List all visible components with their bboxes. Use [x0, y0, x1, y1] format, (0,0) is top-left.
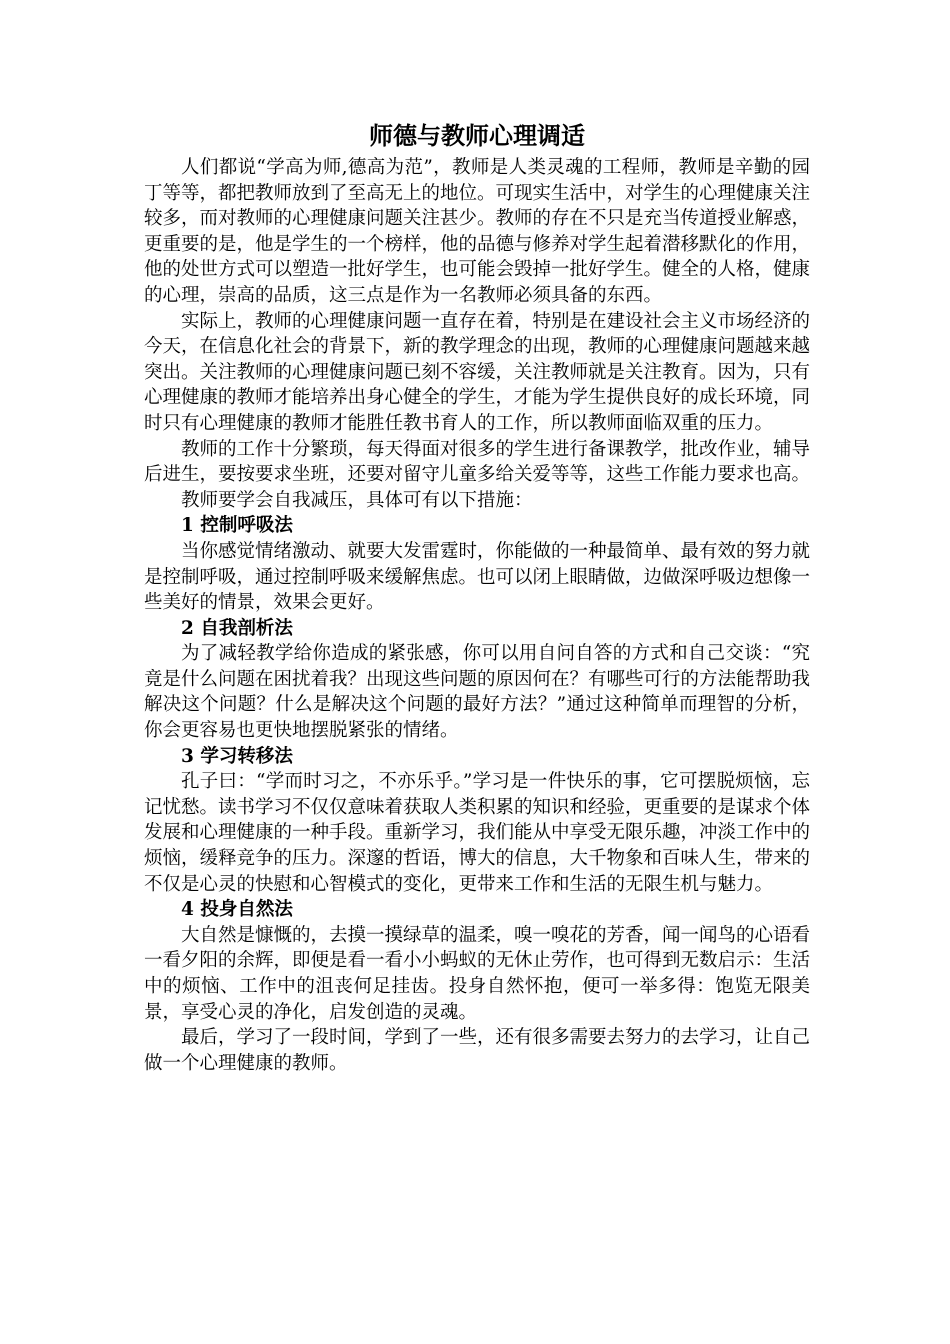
heading-self-analysis: 2 自我剖析法: [181, 617, 293, 639]
document-title: 师德与教师心理调适: [369, 121, 585, 150]
paragraph-learning-transfer: 孔子曰：“学而时习之，不亦乐乎。”学习是一件快乐的事，它可摆脱烦恼，忘记忧愁。读书学习不仅仅意味着获取人类积累的知识和经验，更重要的是谋求个体发展和心理健康的一种手段。重新学习，我们能从中享受无限乐趣，冲淡工作中的烦恼，缓释竞争的压力。深邃的哲语，博大的信息，大千物象和百味人生，带来的不仅是心灵的快慰和心智模式的变化，更带来工作和生活的无限生机与魅力。: [144, 771, 811, 895]
document-page: [144, 118, 810, 1076]
paragraph-intro: 人们都说“学高为师,德高为范”，教师是人类灵魂的工程师，教师是辛勤的园丁等等，都把教师放到了至高无上的地位。可现实生活中，对学生的心理健康关注较多，而对教师的心理健康问题关注甚少。教师的存在不只是充当传道授业解惑，更重要的是，他是学生的一个榜样，他的品德与修养对学生起着潜移默化的作用，他的处世方式可以塑造一批好学生，也可能会毁掉一批好学生。健全的人格，健康的心理，崇高的品质，这三点是作为一名教师必须具备的东西。: [144, 157, 811, 306]
paragraph-nature: 大自然是慷慨的，去摸一摸绿草的温柔，嗅一嗅花的芳香，闻一闻鸟的心语看一看夕阳的余辉，即便是看一看小小蚂蚁的无休止劳作，也可得到无数启示：生活中的烦恼、工作中的沮丧何足挂齿。投身自然怀抱，便可一举多得：饱览无限美景，享受心灵的净化，启发创造的灵魂。: [144, 924, 811, 1023]
paragraph-self-analysis: 为了减轻教学给你造成的紧张感，你可以用自问自答的方式和自己交谈：“究竟是什么问题在困扰着我？出现这些问题的原因何在？有哪些可行的方法能帮助我解决这个问题？什么是解决这个问题的最好方法？”通过这种简单而理智的分析，你会更容易也更快地摆脱紧张的情绪。: [144, 643, 811, 742]
paragraph-conclusion: 最后，学习了一段时间，学到了一些，还有很多需要去努力的去学习，让自己做一个心理健康的教师。: [144, 1027, 811, 1074]
paragraph-measures-intro: 教师要学会自我减压，具体可有以下措施：: [181, 489, 533, 511]
paragraph-reality: 实际上，教师的心理健康问题一直存在着，特别是在建设社会主义市场经济的今天，在信息化社会的背景下，新的教学理念的出现，教师的心理健康问题越来越突出。关注教师的心理健康问题已刻不容缓，关注教师就是关注教育。因为，只有心理健康的教师才能培养出身心健全的学生，才能为学生提供良好的成长环境，同时只有心理健康的教师才能胜任教书育人的工作，所以教师面临双重的压力。: [144, 310, 811, 434]
heading-breathing-control: 1 控制呼吸法: [181, 515, 293, 537]
heading-learning-transfer: 3 学习转移法: [181, 745, 293, 767]
paragraph-workload: 教师的工作十分繁琐，每天得面对很多的学生进行备课教学，批改作业，辅导后进生，要按要求坐班，还要对留守儿童多给关爱等等，这些工作能力要求也高。: [144, 438, 811, 486]
paragraph-breathing-control: 当你感觉情绪激动、就要大发雷霆时，你能做的一种最简单、最有效的努力就是控制呼吸，通过控制呼吸来缓解焦虑。也可以闭上眼睛做，边做深呼吸边想像一些美好的情景，效果会更好。: [144, 540, 811, 614]
heading-nature: 4 投身自然法: [181, 899, 293, 921]
